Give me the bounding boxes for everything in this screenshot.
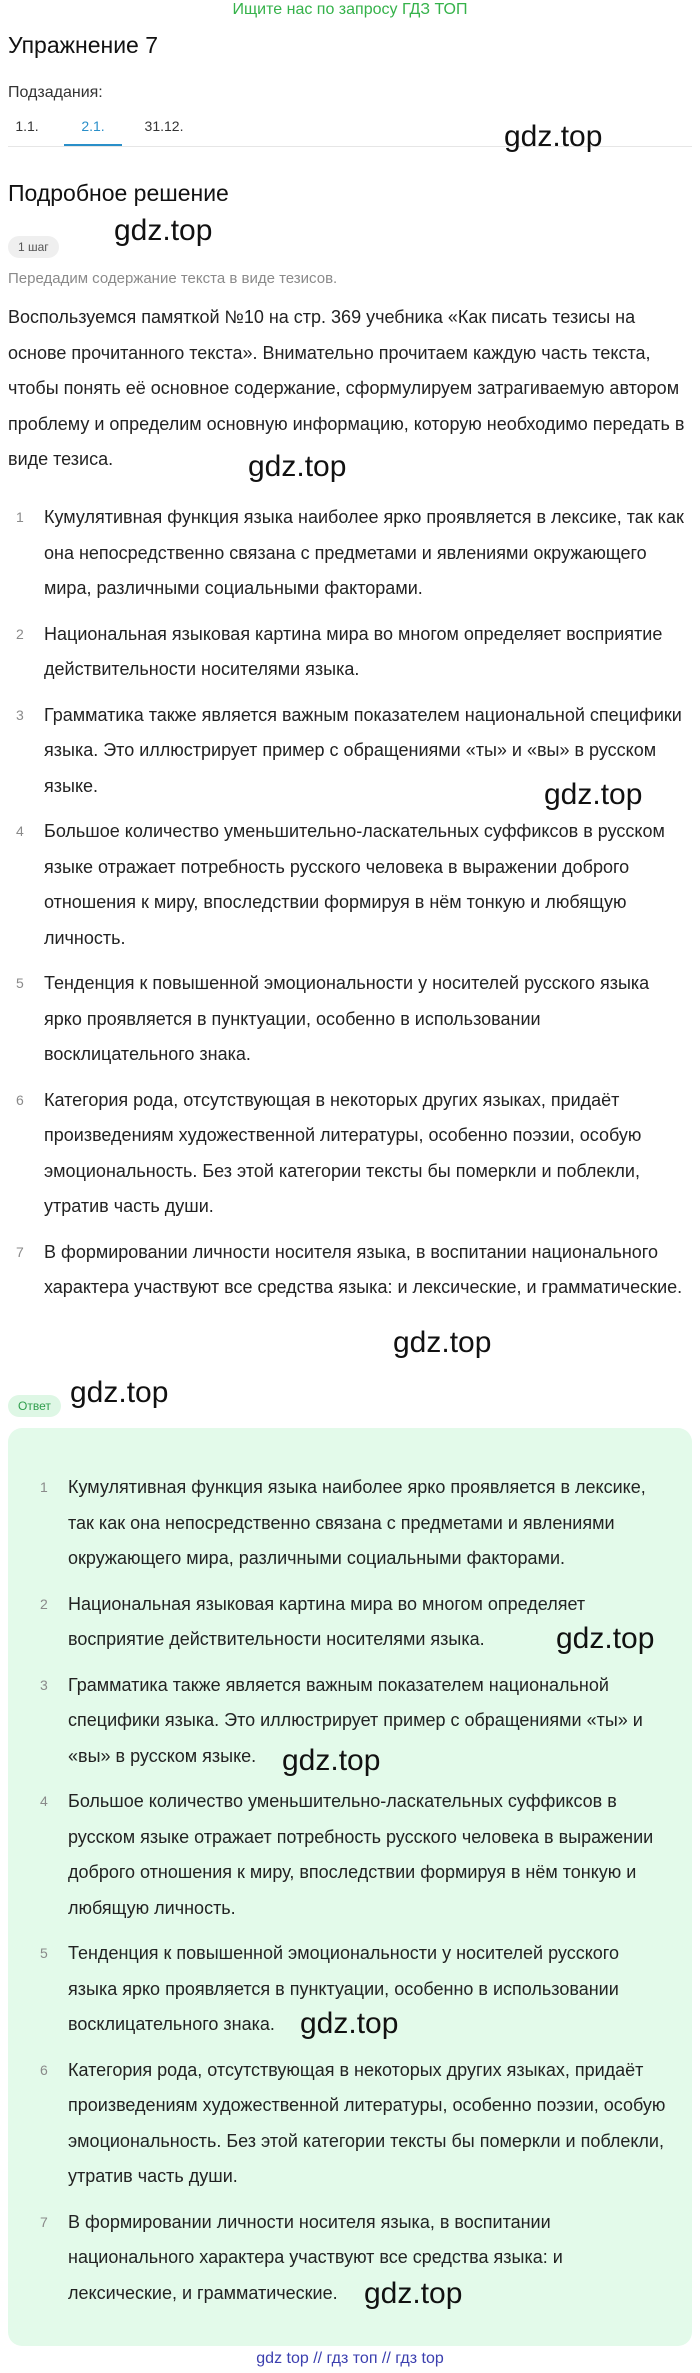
item-text: В формировании личности носителя языка, в воспитании национального характера участвуют все средства языка: и лексические, и грамматические. xyxy=(68,2211,563,2303)
tab-subtask-31-12[interactable]: 31.12. xyxy=(144,118,184,134)
item-number: 1 xyxy=(16,509,24,525)
watermark: gdz.top xyxy=(393,1326,492,1359)
item-text: Кумулятивная функция языка наиболее ярко проявляется в лексике, так как она непосредственно связана с предметами и явлениями окружающего мира, различными социальными факторами. xyxy=(68,1477,646,1568)
item-number: 6 xyxy=(16,1091,24,1108)
item-text: Тенденция к повышенной эмоциональности у носителей русского языка ярко проявляется в пунктуации, особенно в использовании восклицательного знака. xyxy=(44,973,650,1064)
watermark: gdz.top xyxy=(300,2007,399,2040)
list-item xyxy=(32,1470,672,1577)
answer-theses-list xyxy=(32,1470,672,2321)
item-text: Категория рода, отсутствующая в некоторых других языках, придаёт произведениям художественной литературы, особенно поэзии, особую эмоциональность. Без этой категории тексты бы померкли и поблекли, утратив часть души. xyxy=(68,2059,666,2186)
item-number: 2 xyxy=(40,1595,48,1612)
answer-badge: Ответ xyxy=(8,1395,61,1417)
tab-subtask-1-1[interactable]: 1.1. xyxy=(15,118,39,134)
list-item xyxy=(32,2053,672,2195)
tab-subtask-2-1[interactable]: 2.1. xyxy=(64,108,122,146)
watermark: gdz.top xyxy=(282,1744,381,1777)
subtasks-label: Подзадания: xyxy=(8,84,103,101)
solution-title: Подробное решение xyxy=(8,180,229,206)
watermark: gdz.top xyxy=(70,1376,169,1409)
item-number: 6 xyxy=(40,2061,48,2078)
list-item xyxy=(32,1784,672,1926)
item-text: Национальная языковая картина мира во многом определяет восприятие действительности носителями языка. xyxy=(68,1593,586,1649)
item-number: 5 xyxy=(40,1945,48,1961)
item-text: Категория рода, отсутствующая в некоторых других языках, придаёт произведениям художественной литературы, особенно поэзии, особую эмоциональность. Без этой категории тексты бы померкли и поблекли, утратив часть души. xyxy=(44,1089,642,1216)
item-number: 7 xyxy=(16,1243,24,1260)
watermark: gdz.top xyxy=(504,120,603,153)
item-text: Грамматика также является важным показателем национальной специфики языка. Это иллюстрирует пример с обращениями «ты» и «вы» в русском языке. xyxy=(44,704,682,796)
item-number: 4 xyxy=(40,1793,48,1809)
solution-note: Передадим содержание текста в виде тезисов. xyxy=(8,270,338,287)
item-text: Национальная языковая картина мира во многом определяет восприятие действительности носителями языка. xyxy=(44,623,663,679)
step-badge: 1 шаг xyxy=(8,236,59,258)
item-text: Кумулятивная функция языка наиболее ярко проявляется в лексике, так как она непосредственно связана с предметами и явлениями окружающего мира, различными социальными факторами. xyxy=(44,507,684,598)
item-text: Тенденция к повышенной эмоциональности у носителей русского языка ярко проявляется в пунктуации, особенно в использовании восклицательного знака. xyxy=(68,1943,619,2034)
page-title: Упражнение 7 xyxy=(8,32,159,58)
item-text: В формировании личности носителя языка, в воспитании национального характера участвуют все средства языка: и лексические, и грамматические. xyxy=(44,1241,683,1297)
watermark: gdz.top xyxy=(544,778,643,811)
item-number: 1 xyxy=(40,1479,48,1495)
item-text: Большое количество уменьшительно-ласкательных суффиксов в русском языке отражает потребность русского человека в выражении доброго отношения к миру, впоследствии формируя в нём тонкую и любящую личность. xyxy=(44,821,665,948)
item-number: 3 xyxy=(16,706,24,723)
solution-intro: Воспользуемся памяткой №10 на стр. 369 учебника «Как писать тезисы на основе прочитанного текста». Внимательно прочитаем каждую часть текста, чтобы понять её основное содержание, сформулируем затрагиваемую автором проблему и определим основную информацию, которую необходимо передать в виде тезиса. xyxy=(8,307,685,469)
watermark: gdz.top xyxy=(248,450,347,483)
item-number: 3 xyxy=(40,1676,48,1693)
footer-links[interactable]: gdz top // гдз топ // гдз top xyxy=(256,2350,444,2367)
item-text: Большое количество уменьшительно-ласкательных суффиксов в русском языке отражает потребность русского человека в выражении доброго отношения к миру, впоследствии формируя в нём тонкую и любящую личность. xyxy=(68,1791,654,1918)
list-item xyxy=(8,814,688,956)
item-number: 4 xyxy=(16,823,24,839)
item-text: Грамматика также является важным показателем национальной специфики языка. Это иллюстрирует пример с обращениями «ты» и «вы» в русском языке. xyxy=(68,1674,643,1766)
solution-theses-list xyxy=(8,500,688,1316)
item-number: 7 xyxy=(40,2213,48,2230)
list-item xyxy=(8,617,688,688)
list-item xyxy=(8,1083,688,1225)
watermark: gdz.top xyxy=(556,1622,655,1655)
search-banner: Ищите нас по запросу ГДЗ ТОП xyxy=(232,1,468,18)
item-number: 2 xyxy=(16,625,24,642)
watermark: gdz.top xyxy=(364,2277,463,2310)
watermark: gdz.top xyxy=(114,214,213,247)
list-item xyxy=(8,1235,688,1306)
item-number: 5 xyxy=(16,975,24,991)
list-item xyxy=(32,2205,672,2312)
list-item xyxy=(8,966,688,1073)
list-item xyxy=(8,500,688,607)
